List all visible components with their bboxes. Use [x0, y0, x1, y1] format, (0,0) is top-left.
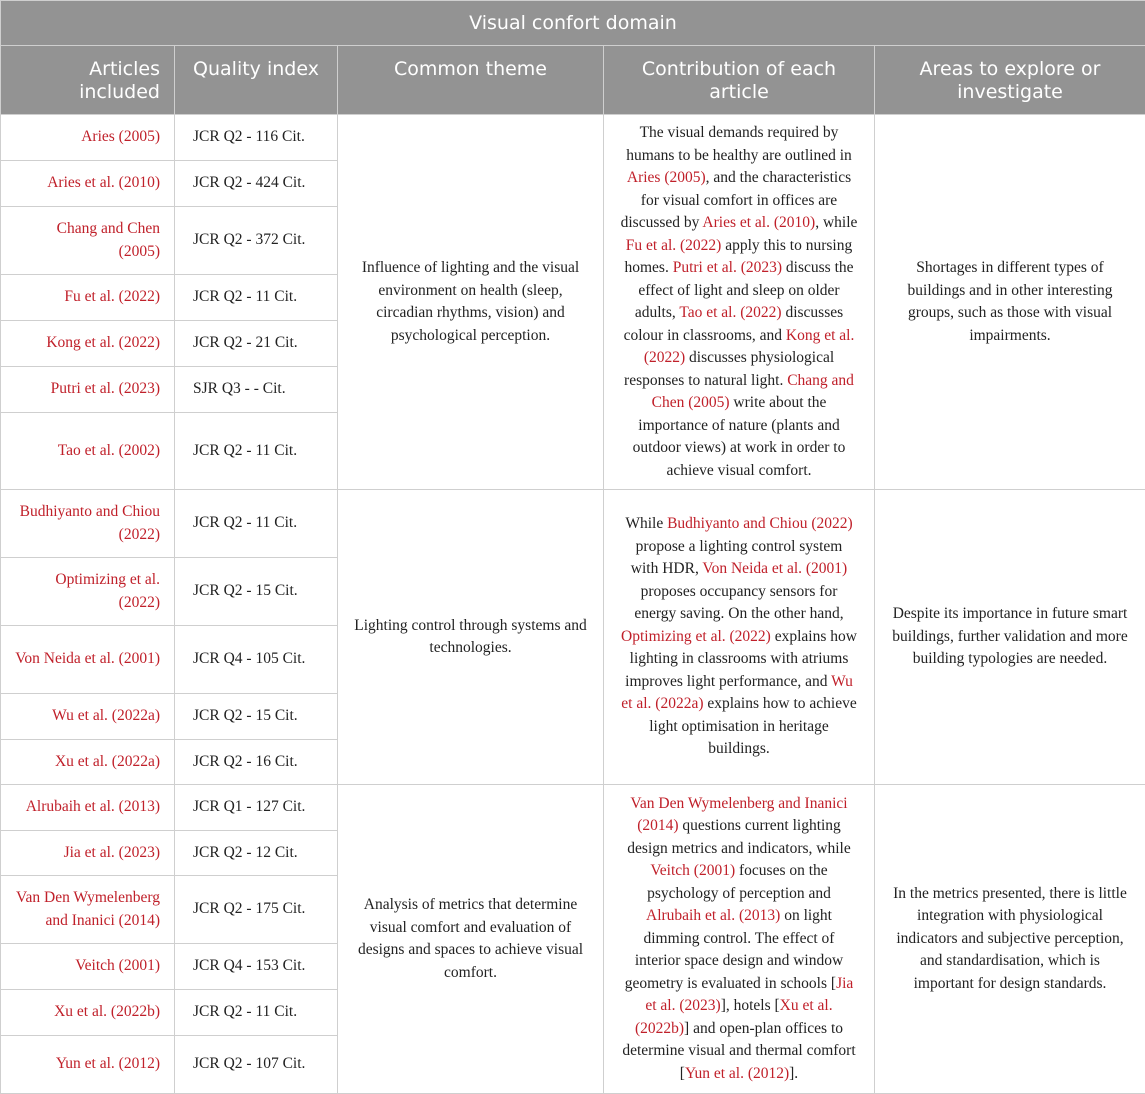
table-body	[1, 115, 1145, 1094]
quality-index: JCR Q2 - 424 Cit.	[175, 161, 338, 207]
article-link[interactable]: Chang and Chen (2005)	[1, 207, 175, 275]
contribution-segment: , while	[815, 214, 857, 231]
quality-index: SJR Q3 - - Cit.	[175, 367, 338, 413]
contribution-segment: discusses colour in classrooms, and	[624, 304, 844, 344]
header-areas-to-explore: Areas to explore or investigate	[875, 46, 1145, 115]
article-link[interactable]: Alrubaih et al. (2013)	[1, 785, 175, 831]
table-row	[1, 490, 1145, 558]
citation-link[interactable]: Kong et al. (2022)	[644, 327, 855, 367]
article-link[interactable]: Tao et al. (2002)	[1, 413, 175, 490]
quality-index: JCR Q2 - 15 Cit.	[175, 694, 338, 740]
contribution-segment: apply this to nursing homes.	[624, 237, 852, 277]
areas-to-explore: In the metrics presented, there is little integration with physiological indicators and subjective perception, and standardisation, which is important for design standards.	[875, 785, 1145, 1094]
contribution-segment: proposes occupancy sensors for energy saving. On the other hand,	[634, 583, 843, 623]
article-link[interactable]: Van Den Wymelenberg and Inanici (2014)	[1, 876, 175, 944]
citation-link[interactable]: Aries et al. (2010)	[702, 214, 815, 231]
quality-index: JCR Q2 - 11 Cit.	[175, 990, 338, 1036]
quality-index: JCR Q2 - 11 Cit.	[175, 275, 338, 321]
common-theme: Lighting control through systems and technologies.	[338, 490, 604, 785]
contribution-segment: questions current lighting design metrics and indicators, while	[627, 817, 850, 857]
header-quality-index: Quality index	[175, 46, 338, 115]
article-link[interactable]: Aries (2005)	[1, 115, 175, 161]
common-theme: Analysis of metrics that determine visual comfort and evaluation of designs and spaces to achieve visual comfort.	[338, 785, 604, 1094]
contribution-segment: ] and open-plan offices to determine visual and thermal comfort [	[622, 1020, 855, 1082]
article-link[interactable]: Xu et al. (2022b)	[1, 990, 175, 1036]
citation-link[interactable]: Von Neida et al. (2001)	[702, 560, 847, 577]
contribution-segment: ].	[789, 1065, 798, 1082]
citation-link[interactable]: Budhiyanto and Chiou (2022)	[667, 515, 853, 532]
table-row	[1, 785, 1145, 831]
quality-index: JCR Q2 - 175 Cit.	[175, 876, 338, 944]
article-link[interactable]: Putri et al. (2023)	[1, 367, 175, 413]
contribution-segment: write about the importance of nature (plants and outdoor views) at work in order to achieve visual comfort.	[633, 394, 846, 479]
quality-index: JCR Q2 - 15 Cit.	[175, 558, 338, 626]
contribution-segment: discusses physiological responses to natural light.	[624, 349, 834, 389]
quality-index: JCR Q2 - 11 Cit.	[175, 490, 338, 558]
areas-to-explore: Despite its importance in future smart buildings, further validation and more building typologies are needed.	[875, 490, 1145, 785]
contribution-segment: explains how to achieve light optimisation in heritage buildings.	[649, 695, 856, 757]
citation-link[interactable]: Chang and Chen (2005)	[652, 372, 854, 412]
article-link[interactable]: Budhiyanto and Chiou (2022)	[1, 490, 175, 558]
areas-to-explore: Shortages in different types of buildings and in other interesting groups, such as those with visual impairments.	[875, 115, 1145, 490]
article-link[interactable]: Kong et al. (2022)	[1, 321, 175, 367]
citation-link[interactable]: Aries (2005)	[627, 169, 706, 186]
citation-link[interactable]: Fu et al. (2022)	[626, 237, 722, 254]
quality-index: JCR Q2 - 116 Cit.	[175, 115, 338, 161]
table-title: Visual confort domain	[1, 1, 1145, 46]
citation-link[interactable]: Yun et al. (2012)	[685, 1065, 789, 1082]
contribution-segment: , and the characteristics for visual comfort in offices are discussed by	[621, 169, 852, 231]
quality-index: JCR Q2 - 21 Cit.	[175, 321, 338, 367]
quality-index: JCR Q2 - 11 Cit.	[175, 413, 338, 490]
common-theme: Influence of lighting and the visual environment on health (sleep, circadian rhythms, vision) and psychological perception.	[338, 115, 604, 490]
article-link[interactable]: Yun et al. (2012)	[1, 1036, 175, 1094]
header-articles-included: Articles included	[1, 46, 175, 115]
quality-index: JCR Q2 - 372 Cit.	[175, 207, 338, 275]
contribution-segment: ], hotels [	[721, 997, 780, 1014]
quality-index: JCR Q2 - 107 Cit.	[175, 1036, 338, 1094]
quality-index: JCR Q1 - 127 Cit.	[175, 785, 338, 831]
article-link[interactable]: Veitch (2001)	[1, 944, 175, 990]
citation-link[interactable]: Jia et al. (2023)	[645, 975, 853, 1015]
contribution-text	[604, 115, 875, 490]
table-row	[1, 115, 1145, 161]
article-link[interactable]: Fu et al. (2022)	[1, 275, 175, 321]
citation-link[interactable]: Xu et al. (2022b)	[635, 997, 833, 1037]
citation-link[interactable]: Van Den Wymelenberg and Inanici (2014)	[630, 795, 847, 835]
quality-index: JCR Q4 - 153 Cit.	[175, 944, 338, 990]
citation-link[interactable]: Wu et al. (2022a)	[621, 673, 853, 713]
citation-link[interactable]: Veitch (2001)	[650, 862, 735, 879]
contribution-segment: on light dimming control. The effect of interior space design and window geometry is evaluated in schools [	[625, 907, 843, 992]
article-link[interactable]: Xu et al. (2022a)	[1, 740, 175, 785]
quality-index: JCR Q4 - 105 Cit.	[175, 626, 338, 694]
contribution-segment: explains how lighting in classrooms with atriums improves light performance, and	[625, 628, 857, 690]
quality-index: JCR Q2 - 12 Cit.	[175, 831, 338, 876]
quality-index: JCR Q2 - 16 Cit.	[175, 740, 338, 785]
article-link[interactable]: Aries et al. (2010)	[1, 161, 175, 207]
contribution-text	[604, 785, 875, 1094]
contribution-segment: The visual demands required by humans to be healthy are outlined in	[626, 124, 852, 164]
article-link[interactable]: Jia et al. (2023)	[1, 831, 175, 876]
header-common-theme: Common theme	[338, 46, 604, 115]
contribution-segment: propose a lighting control system with HDR,	[631, 538, 843, 578]
citation-link[interactable]: Alrubaih et al. (2013)	[646, 907, 780, 924]
contribution-segment: focuses on the psychology of perception and	[647, 862, 831, 902]
citation-link[interactable]: Putri et al. (2023)	[673, 259, 782, 276]
article-link[interactable]: Von Neida et al. (2001)	[1, 626, 175, 694]
article-link[interactable]: Optimizing et al. (2022)	[1, 558, 175, 626]
contribution-segment: While	[625, 515, 667, 532]
header-contribution: Contribution of each article	[604, 46, 875, 115]
contribution-text	[604, 490, 875, 785]
article-link[interactable]: Wu et al. (2022a)	[1, 694, 175, 740]
citation-link[interactable]: Tao et al. (2022)	[679, 304, 781, 321]
contribution-segment: discuss the effect of light and sleep on older adults,	[635, 259, 854, 321]
citation-link[interactable]: Optimizing et al. (2022)	[621, 628, 771, 645]
